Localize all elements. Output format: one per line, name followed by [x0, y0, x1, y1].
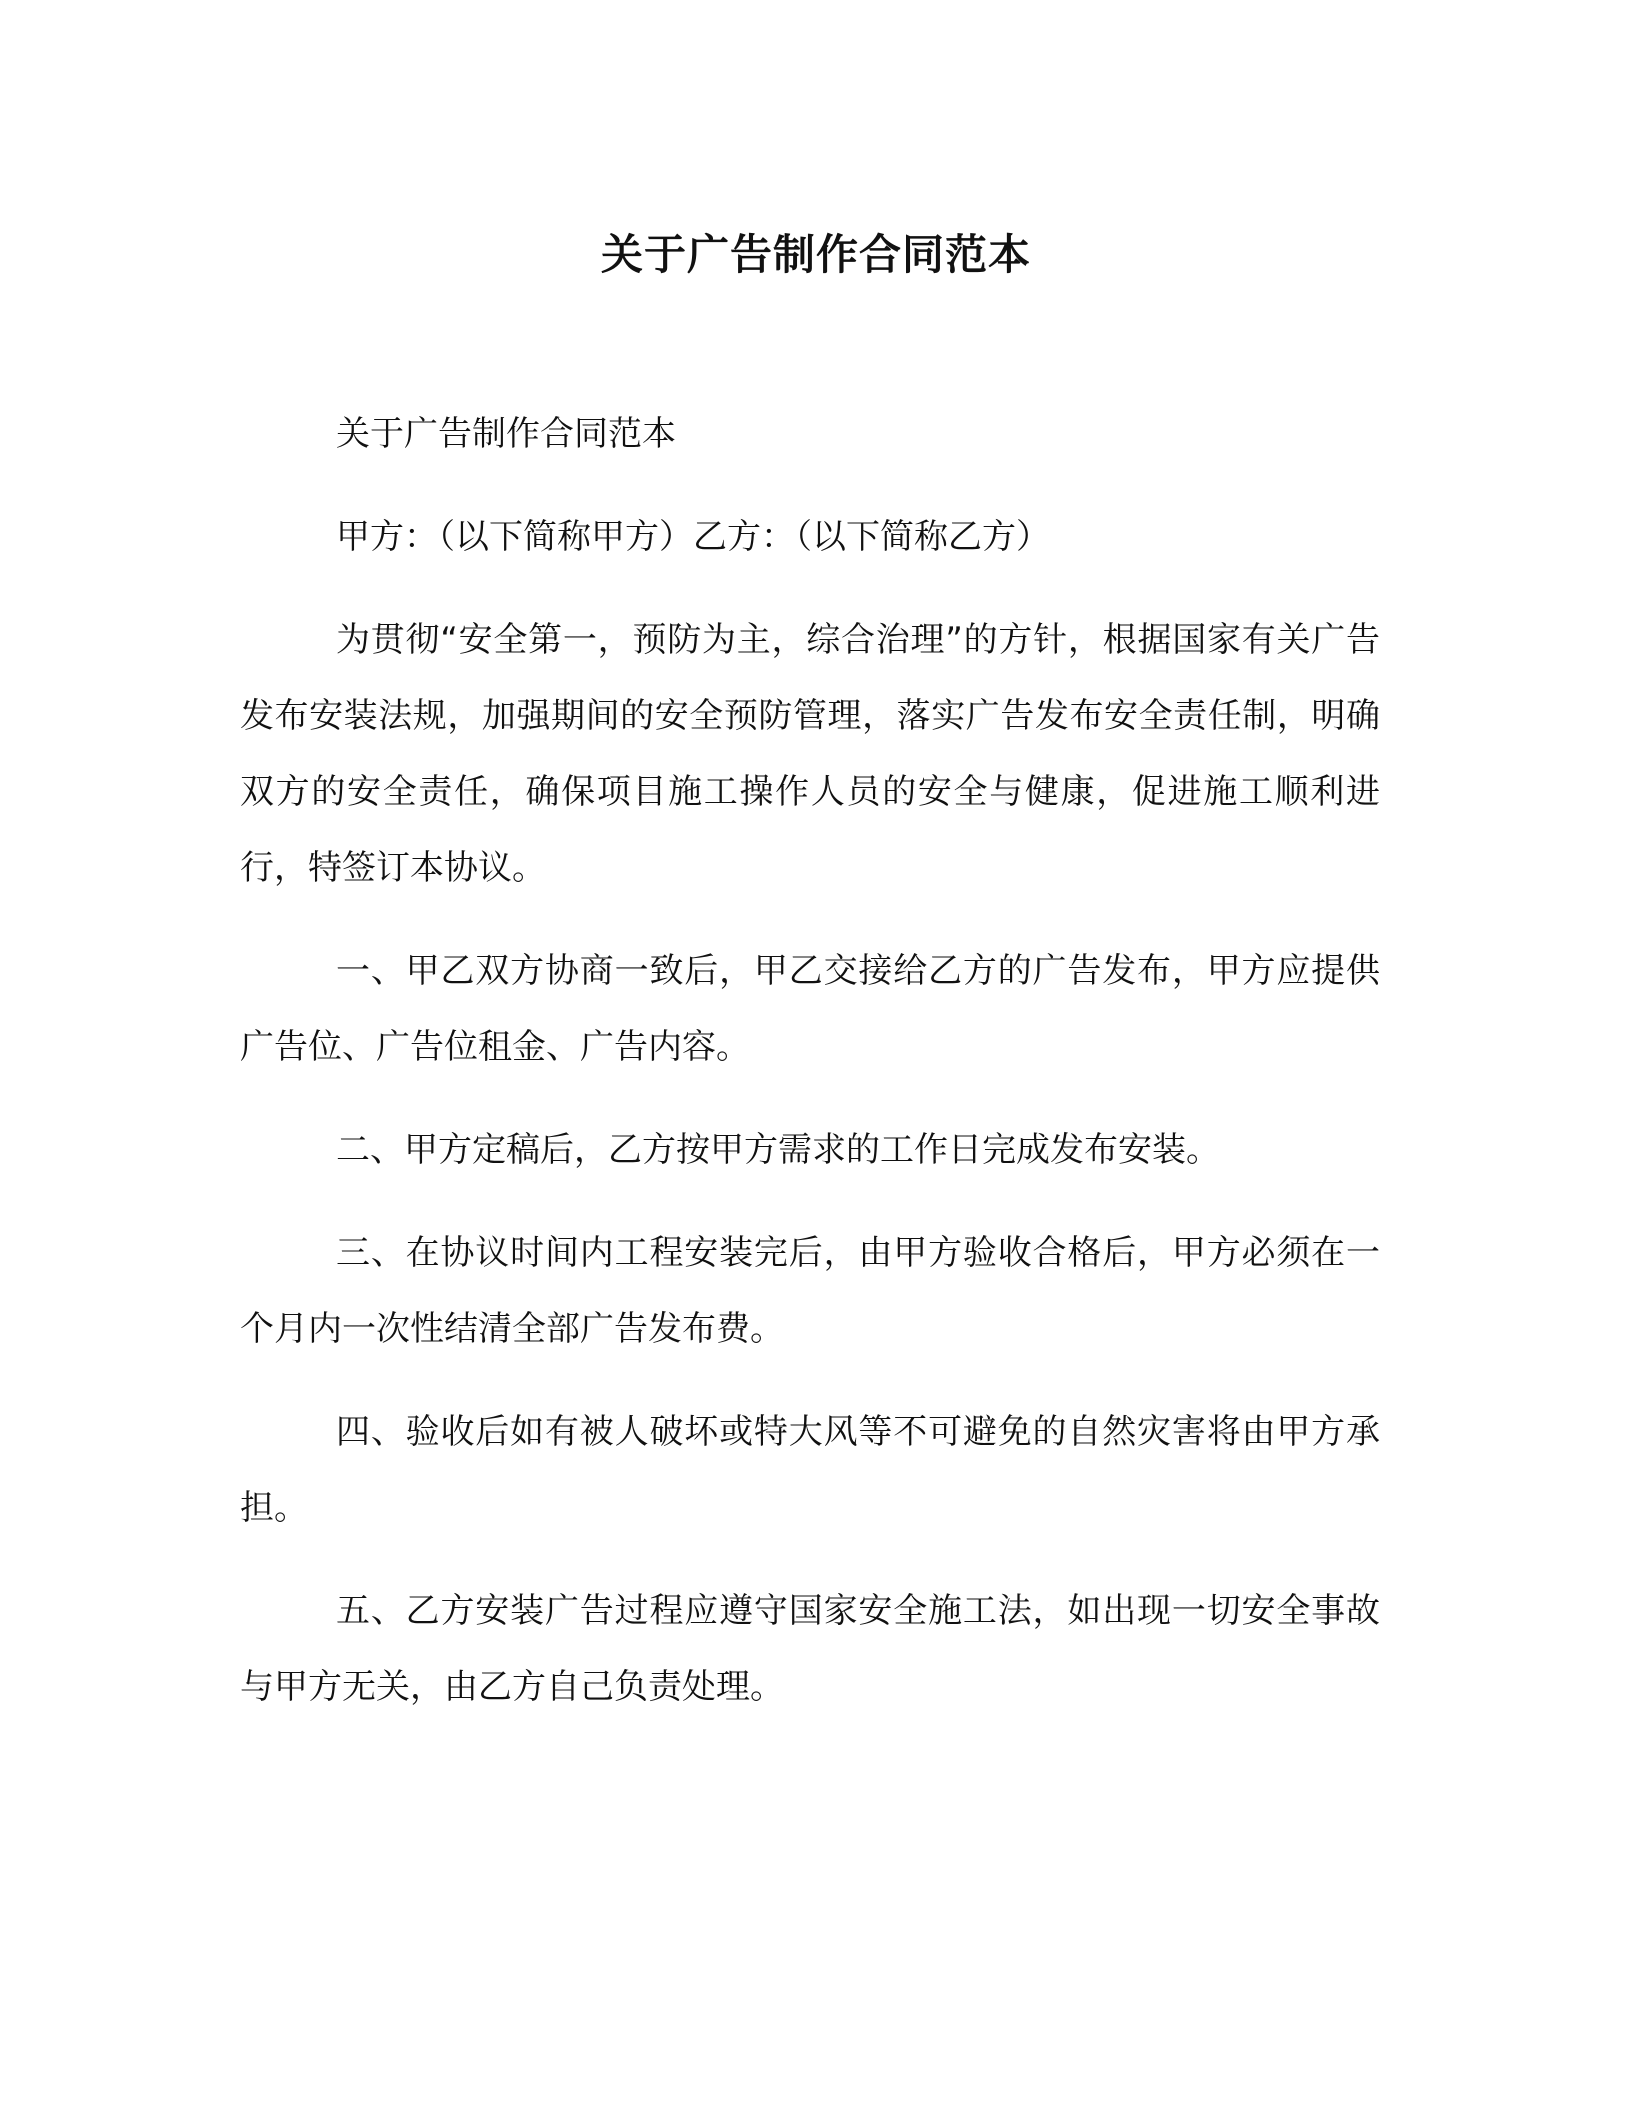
paragraph-subtitle: 关于广告制作合同范本: [336, 414, 676, 454]
paragraph-clause-5: 五、乙方安装广告过程应遵守国家安全施工法，如出现一切安全事故与甲方无关，由乙方自己负责处理。: [240, 1591, 1380, 1707]
paragraph-preamble: 为贯彻“安全第一，预防为主，综合治理”的方针，根据国家有关广告发布安装法规，加强期间的安全预防管理，落实广告发布安全责任制，明确双方的安全责任，确保项目施工操作人员的安全与健康，促进施工顺利进行，特签订本协议。: [240, 620, 1380, 888]
document-title: 关于广告制作合同范本: [600, 230, 1031, 279]
paragraph-clause-1: 一、甲乙双方协商一致后，甲乙交接给乙方的广告发布，甲方应提供广告位、广告位租金、广告内容。: [240, 951, 1380, 1067]
paragraph-parties: 甲方：（以下简称甲方）乙方：（以下简称乙方）: [336, 517, 1050, 557]
paragraph-clause-3: 三、在协议时间内工程安装完后，由甲方验收合格后，甲方必须在一个月内一次性结清全部广告发布费。: [240, 1233, 1380, 1349]
paragraph-clause-2: 二、甲方定稿后，乙方按甲方需求的工作日完成发布安装。: [336, 1130, 1220, 1170]
document-body: [240, 396, 1380, 1752]
paragraph-clause-4: 四、验收后如有被人破坏或特大风等不可避免的自然灾害将由甲方承担。: [240, 1412, 1380, 1528]
